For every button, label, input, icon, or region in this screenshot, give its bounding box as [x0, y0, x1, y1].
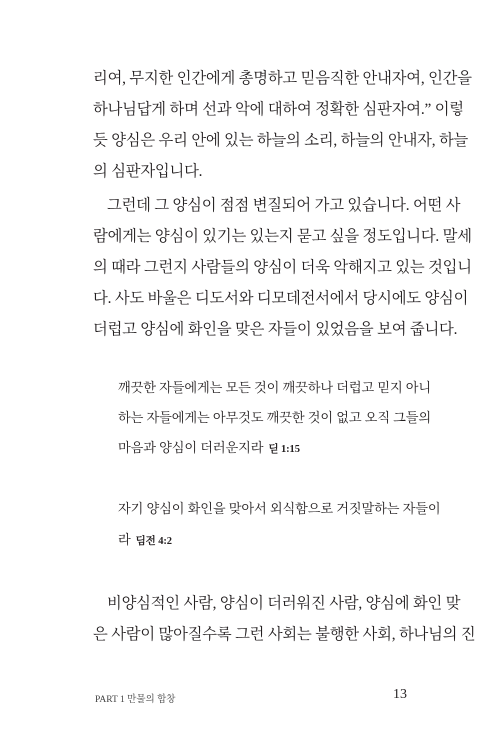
running-footer-section: PART 1 만물의 합창 [95, 695, 176, 705]
quote-text-line [118, 529, 500, 548]
body-text-line: 듯 양심은 우리 안에 있는 하늘의 소리, 하늘의 안내자, 하늘 [93, 132, 469, 149]
body-text-line: 다. 사도 바울은 디도서와 디모데전서에서 당시에도 양심이 [93, 290, 469, 307]
quote-text-line [118, 437, 500, 456]
scripture-reference: 딤전 4:2 [135, 536, 172, 547]
quote-text-line: 깨끗한 자들에게는 모든 것이 깨끗하나 더럽고 믿지 아니 [118, 380, 432, 395]
quote-text-line: 하는 자들에게는 아무것도 깨끗한 것이 없고 오직 그들의 [118, 410, 432, 425]
quote-text-line: 자기 양심이 화인을 맞아서 외식함으로 거짓말하는 자들이 [118, 501, 441, 516]
body-text-line: 비양심적인 사람, 양심이 더러워진 사람, 양심에 화인 맞 [107, 595, 461, 612]
body-text-line: 그런데 그 양심이 점점 변질되어 가고 있습니다. 어떤 사 [107, 197, 461, 214]
scripture-reference: 딛 1:15 [268, 444, 300, 455]
body-text-line: 더럽고 양심에 화인을 맞은 자들이 있었음을 보여 줍니다. [93, 321, 458, 338]
body-text-line: 은 사람이 많아질수록 그런 사회는 불행한 사회, 하나님의 진 [93, 626, 476, 643]
body-text-line: 의 때라 그런지 사람들의 양심이 더욱 악해지고 있는 것입니 [93, 259, 472, 276]
body-text-line: 의 심판자입니다. [93, 163, 203, 180]
quote-text: 라 [118, 532, 131, 547]
body-text-line: 람에게는 양심이 있기는 있는지 묻고 싶을 정도입니다. 말세 [93, 228, 472, 245]
body-text-line: 하나님답게 하며 선과 악에 대하여 정확한 심판자여.” 이렇 [93, 101, 464, 118]
body-text-line: 리여, 무지한 인간에게 총명하고 믿음직한 안내자여, 인간을 [93, 70, 472, 87]
quote-text: 마음과 양심이 더러운지라 [118, 440, 264, 455]
page-number: 13 [393, 687, 407, 702]
